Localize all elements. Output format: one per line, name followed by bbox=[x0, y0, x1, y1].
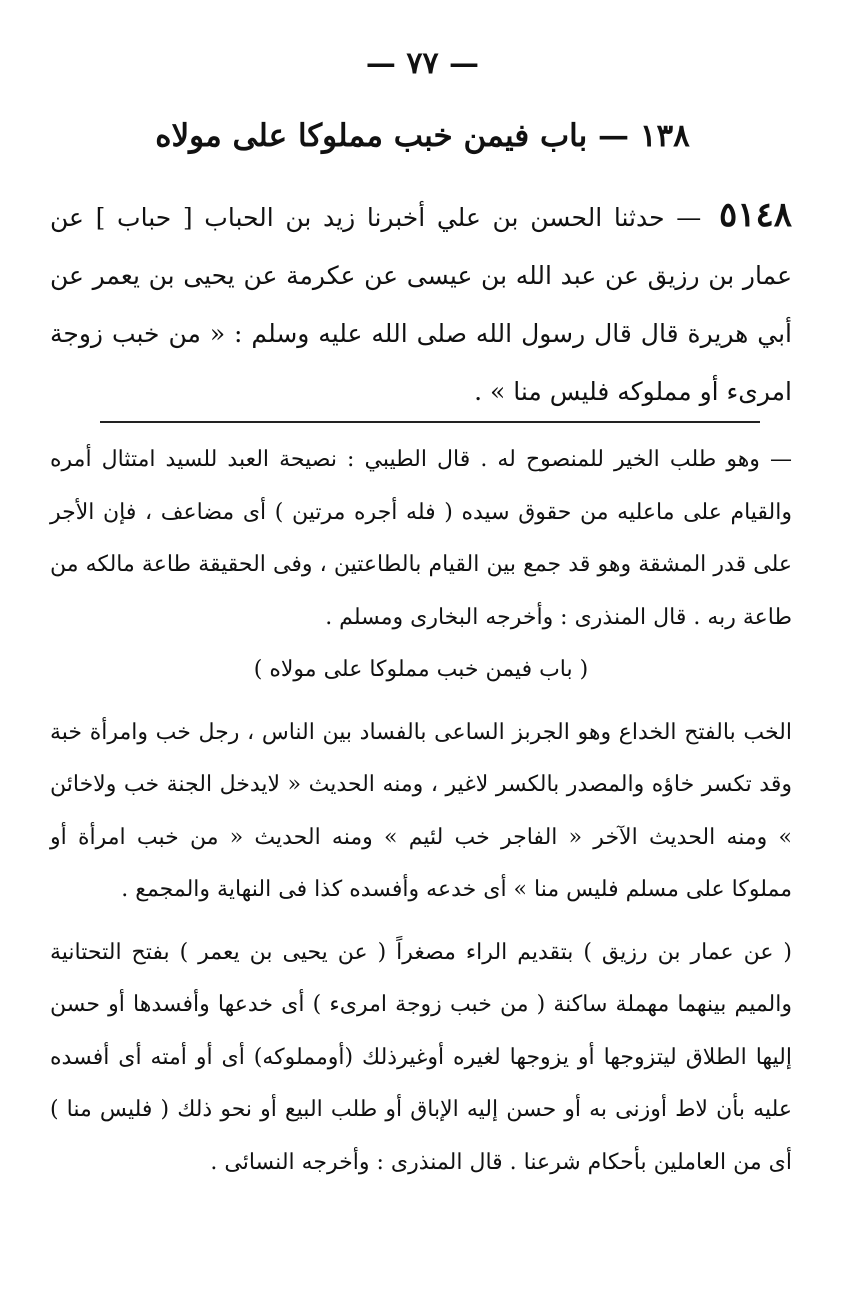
page-number: — ٧٧ — bbox=[365, 46, 480, 81]
commentary-paragraph: ( عن عمار بن رزيق ) بتقديم الراء مصغراً ( عن يحيى بن يعمر ) بفتح التحتانية والميم بينهما مهملة ساكنة ( من خبب زوجة امرىء ) أى خدعها وأفسدها أو حسن إليها الطلاق ليتزوجها أو يزوجها لغيره أوغيرذلك (أومملوكه) أى أو أمته أى أفسده عليه بأن لاط أوزنى به أو حسن إليه الإباق أو طلب البيع أو نحو ذلك ( فليس منا ) أى من العاملين بأحكام شرعنا . قال المنذرى : وأخرجه النسائى . bbox=[50, 939, 792, 1175]
footnote-divider bbox=[100, 421, 760, 423]
chapter-heading: ١٣٨ — باب فيمن خبب مملوكا على مولاه bbox=[155, 118, 690, 154]
hadith-number: ٥١٤٨ bbox=[718, 195, 792, 235]
commentary-paragraph: الخب بالفتح الخداع وهو الجربز الساعى بالفساد بين الناس ، رجل خب وامرأة خبة وقد تكسر خاؤه والمصدر بالكسر لاغير ، ومنه الحديث « لايدخل الجنة خب ولاخائن » ومنه الحديث الآخر « الفاجر خب لئيم » ومنه الحديث « من خبب امرأة أو مملوكا على مسلم فليس منا » أى خدعه وأفسده كذا فى النهاية والمجمع . bbox=[50, 719, 793, 902]
commentary-paragraph: — وهو طلب الخير للمنصوح له . قال الطيبي : نصيحة العبد للسيد امتثال أمره والقيام على ماعليه من حقوق سيده ( فله أجره مرتين ) أى مضاعف ، فإن الأجر على قدر المشقة وهو قد جمع بين القيام بالطاعتين ، وفى الحقيقة طاعة مالكه من طاعة ربه . قال المنذرى : وأخرجه البخارى ومسلم . bbox=[50, 447, 792, 630]
hadith-block bbox=[50, 186, 792, 421]
commentary-section-heading: ( باب فيمن خبب مملوكا على مولاه ) bbox=[253, 657, 589, 682]
hadith-text: — حدثنا الحسن بن علي أخبرنا زيد بن الحباب [ حباب ] عن عمار بن رزيق عن عبد الله بن عيسى عن عكرمة عن يحيى بن يعمر عن أبي هريرة قال قال رسول الله صلى الله عليه وسلم : « من خبب زوجة امرىء أو مملوكه فليس منا » . bbox=[50, 203, 792, 406]
commentary-block bbox=[50, 434, 792, 1189]
